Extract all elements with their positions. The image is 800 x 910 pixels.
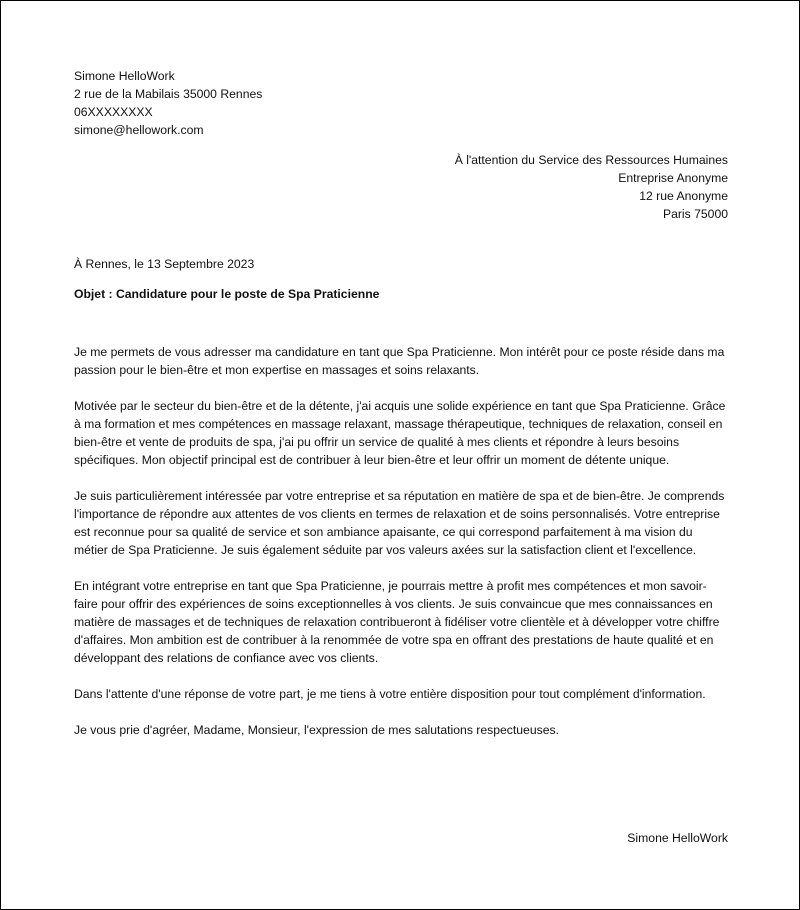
sender-phone: 06XXXXXXXX [74,105,153,119]
recipient-block [74,151,728,223]
recipient-street: 12 rue Anonyme [639,189,728,203]
sender-block [74,67,728,139]
paragraph-experience: Motivée par le secteur du bien-être et de la détente, j'ai acquis une solide expérience en tant que Spa Praticienne. Grâce à ma formation et mes compétences en massage relaxant, massage thérapeutique, techniques de relaxation, conseil en bien-être et vente de produits de spa, j'ai pu offrir un service de qualité à mes clients et répondre à leurs besoins spécifiques. Mon objectif principal est de contribuer à leur bien-être et leur offrir un moment de détente unique. [74,399,726,467]
paragraph-intro: Je me permets de vous adresser ma candidature en tant que Spa Praticienne. Mon intérêt pour ce poste réside dans ma passion pour le bien-être et mon expertise en massages et soins relaxants. [74,345,725,377]
signature: Simone HelloWork [627,831,728,845]
sender-address: 2 rue de la Mabilais 35000 Rennes [74,87,263,101]
subject-line: Objet : Candidature pour le poste de Spa Praticienne [74,287,380,301]
sender-name: Simone HelloWork [74,69,175,83]
paragraph-company-interest: Je suis particulièrement intéressée par votre entreprise et sa réputation en matière de spa et de bien-être. Je comprends l'importance de répondre aux attentes de vos clients en termes de relaxation et de soins personnalisés. Votre entreprise est reconnue pour sa qualité de service et son ambiance apaisante, ce qui correspond parfaitement à ma vision du métier de Spa Praticienne. Je suis également séduite par vos valeurs axées sur la satisfaction client et l'excellence. [74,489,725,557]
paragraph-contribution: En intégrant votre entreprise en tant que Spa Praticienne, je pourrais mettre à profit mes compétences et mon savoir-faire pour offrir des expériences de soins exceptionnelles à vos clients. Je suis convaincue que mes connaissances en matière de massages et de techniques de relaxation contribueront à fidéliser votre clientèle et à développer votre chiffre d'affaires. Mon ambition est de contribuer à la renommée de votre spa en offrant des prestations de haute qualité et en développant des relations de confiance avec vos clients. [74,579,720,665]
paragraph-availability: Dans l'attente d'une réponse de votre part, je me tiens à votre entière disposition pour tout complément d'information. [74,687,706,701]
recipient-city: Paris 75000 [662,207,728,221]
paragraph-closing: Je vous prie d'agréer, Madame, Monsieur, l'expression de mes salutations respectueuses. [74,723,559,737]
recipient-attention: À l'attention du Service des Ressources Humaines [454,153,728,167]
sender-email: simone@hellowork.com [74,123,204,137]
letter-body [74,343,728,757]
date-line: À Rennes, le 13 Septembre 2023 [74,257,255,271]
recipient-company: Entreprise Anonyme [618,171,728,185]
